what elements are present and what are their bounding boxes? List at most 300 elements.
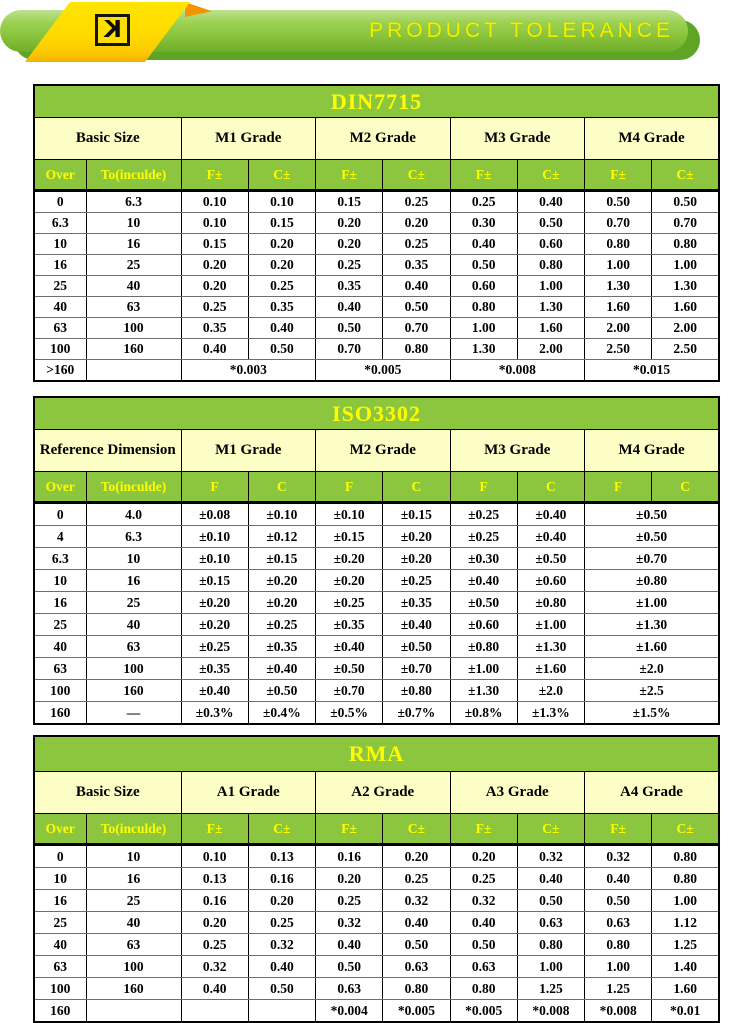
- table-cell: 25: [34, 276, 86, 297]
- table-cell: 0.63: [517, 912, 584, 934]
- table-cell: 40: [86, 912, 181, 934]
- size-header: Basic Size: [34, 118, 181, 160]
- table-cell: 10: [86, 213, 181, 234]
- col-header: F±: [450, 814, 517, 845]
- table-cell: 0.50: [517, 213, 584, 234]
- table-row: [34, 956, 719, 978]
- table-cell: ±0.35: [181, 658, 248, 680]
- table-cell: ±0.15: [248, 548, 315, 570]
- table-cell: *0.008: [585, 1000, 652, 1023]
- table-cell: 0.25: [248, 276, 315, 297]
- table-cell: *0.005: [383, 1000, 450, 1023]
- table-row: [34, 636, 719, 658]
- table-cell: ±0.40: [517, 503, 584, 526]
- header-banner: [0, 0, 750, 64]
- table-cell: *0.004: [316, 1000, 383, 1023]
- table-cell: 0.40: [450, 912, 517, 934]
- table-cell: 160: [34, 1000, 86, 1023]
- table-cell: *0.015: [585, 360, 720, 382]
- logo-box: [95, 14, 130, 46]
- table-cell: 16: [34, 890, 86, 912]
- table-cell: 2.50: [652, 339, 719, 360]
- grade-header: M2 Grade: [316, 118, 451, 160]
- table-cell: 0.16: [248, 868, 315, 890]
- col-header: C±: [652, 160, 719, 191]
- table-cell: 0: [34, 845, 86, 868]
- table-cell: 0.40: [181, 339, 248, 360]
- table-cell: 0.32: [248, 934, 315, 956]
- table-cell: 0.32: [585, 845, 652, 868]
- col-header: C: [248, 472, 315, 503]
- table-row: [34, 890, 719, 912]
- table-row: [34, 503, 719, 526]
- table-cell: 1.00: [517, 276, 584, 297]
- table-cell: 0.25: [181, 297, 248, 318]
- table-cell: ±1.30: [585, 614, 720, 636]
- table-row: [34, 912, 719, 934]
- col-header: F: [316, 472, 383, 503]
- table-cell: 0.80: [450, 978, 517, 1000]
- table-cell: ±0.20: [383, 526, 450, 548]
- table-cell: 0.60: [517, 234, 584, 255]
- table-cell: 0.80: [652, 868, 719, 890]
- table-cell: 0.25: [316, 890, 383, 912]
- table-cell: *0.005: [316, 360, 451, 382]
- col-header: C±: [248, 814, 315, 845]
- table-cell: 1.30: [585, 276, 652, 297]
- table-cell: 40: [86, 276, 181, 297]
- table-cell: ±0.35: [383, 592, 450, 614]
- table-cell: 4: [34, 526, 86, 548]
- table-title: DIN7715: [34, 85, 719, 118]
- table-cell: 0.50: [316, 956, 383, 978]
- table-cell: ±2.0: [585, 658, 720, 680]
- table-cell: ±0.40: [383, 614, 450, 636]
- table-cell: ±0.25: [383, 570, 450, 592]
- table-cell: 0.10: [181, 845, 248, 868]
- table-row: [34, 339, 719, 360]
- table-cell: 0.20: [248, 890, 315, 912]
- din7715-table: [33, 84, 720, 382]
- table-cell: ±0.25: [248, 614, 315, 636]
- table-cell: ±0.25: [316, 592, 383, 614]
- table-cell: 0.40: [383, 912, 450, 934]
- table-cell: ±0.40: [181, 680, 248, 702]
- table-cell: 1.40: [652, 956, 719, 978]
- table-row: [34, 255, 719, 276]
- table-cell: ±1.00: [585, 592, 720, 614]
- table-row: [34, 658, 719, 680]
- table-cell: 0.25: [450, 191, 517, 213]
- table-cell: 0.63: [316, 978, 383, 1000]
- col-header: F±: [181, 814, 248, 845]
- table-cell: 0.40: [585, 868, 652, 890]
- table-title: RMA: [34, 736, 719, 772]
- table-cell: 100: [86, 956, 181, 978]
- table-body: [34, 191, 719, 382]
- grade-header-row: [34, 118, 719, 160]
- table-cell: 0.63: [450, 956, 517, 978]
- table-cell: 1.00: [585, 956, 652, 978]
- table-cell: 16: [86, 868, 181, 890]
- table-cell: ±0.80: [585, 570, 720, 592]
- column-header-row: [34, 472, 719, 503]
- table-cell: 1.30: [652, 276, 719, 297]
- table-cell: ±0.15: [383, 503, 450, 526]
- col-header: F±: [316, 160, 383, 191]
- col-header: F: [585, 472, 652, 503]
- table-cell: ±0.20: [181, 592, 248, 614]
- tolerance-tables: [0, 64, 750, 1023]
- table-row: [34, 592, 719, 614]
- table-cell: 6.3: [34, 213, 86, 234]
- table-cell: 0.25: [248, 912, 315, 934]
- grade-header: M4 Grade: [585, 118, 720, 160]
- col-header: C±: [383, 814, 450, 845]
- col-header: C: [517, 472, 584, 503]
- table-cell: 2.00: [585, 318, 652, 339]
- table-cell: 0.70: [585, 213, 652, 234]
- table-cell: 0.80: [652, 234, 719, 255]
- table-cell: ±0.10: [248, 503, 315, 526]
- table-cell: 0.40: [383, 276, 450, 297]
- table-cell: 0.40: [517, 191, 584, 213]
- table-cell: 0.70: [316, 339, 383, 360]
- col-header: Over: [34, 160, 86, 191]
- table-cell: 63: [34, 956, 86, 978]
- table-cell: 0.70: [383, 318, 450, 339]
- table-cell: 100: [34, 978, 86, 1000]
- table-cell: 0.50: [383, 297, 450, 318]
- table-cell: 1.30: [450, 339, 517, 360]
- grade-header: M2 Grade: [316, 430, 451, 472]
- table-row: [34, 213, 719, 234]
- grade-header: A4 Grade: [585, 772, 720, 814]
- table-cell: 40: [34, 934, 86, 956]
- size-header: Reference Dimension: [34, 430, 181, 472]
- table-cell: 0.63: [383, 956, 450, 978]
- table-row: [34, 297, 719, 318]
- table-cell: 0.20: [248, 255, 315, 276]
- table-cell: 0.20: [383, 845, 450, 868]
- table-body: [34, 503, 719, 725]
- table-cell: 6.3: [86, 526, 181, 548]
- table-cell: ±0.20: [383, 548, 450, 570]
- size-header: Basic Size: [34, 772, 181, 814]
- table-cell: 16: [86, 234, 181, 255]
- table-cell: ±0.10: [181, 548, 248, 570]
- table-cell: 10: [34, 570, 86, 592]
- col-header: C±: [383, 160, 450, 191]
- table-row: [34, 234, 719, 255]
- table-cell: ±0.60: [517, 570, 584, 592]
- table-cell: *0.003: [181, 360, 316, 382]
- table-cell: 0.80: [517, 934, 584, 956]
- table-cell: 0.80: [585, 234, 652, 255]
- table-cell: 0.20: [181, 255, 248, 276]
- table-cell: 0.15: [316, 191, 383, 213]
- col-header: C: [383, 472, 450, 503]
- col-header: C±: [517, 814, 584, 845]
- table-row: [34, 845, 719, 868]
- table-cell: 0.40: [517, 868, 584, 890]
- table-row: [34, 318, 719, 339]
- logo-letter: K: [103, 16, 122, 43]
- table-cell: 1.00: [517, 956, 584, 978]
- table-cell: ±0.15: [181, 570, 248, 592]
- table-cell: 0.50: [585, 191, 652, 213]
- table-cell: 0.20: [181, 912, 248, 934]
- table-cell: ±0.70: [383, 658, 450, 680]
- table-cell: ±1.5%: [585, 702, 720, 725]
- rma-table: [33, 735, 720, 1023]
- table-cell: 0.50: [450, 255, 517, 276]
- table-cell: ±0.25: [181, 636, 248, 658]
- table-cell: 0.25: [383, 191, 450, 213]
- table-body: [34, 845, 719, 1023]
- table-title: ISO3302: [34, 397, 719, 430]
- table-cell: ±0.35: [248, 636, 315, 658]
- table-cell: 10: [86, 845, 181, 868]
- table-cell: ±1.00: [450, 658, 517, 680]
- table-cell: ±1.60: [585, 636, 720, 658]
- table-cell: 160: [86, 339, 181, 360]
- table-cell: ±0.15: [316, 526, 383, 548]
- table-cell: 0.20: [383, 213, 450, 234]
- table-cell: 6.3: [86, 191, 181, 213]
- table-cell: 1.00: [652, 255, 719, 276]
- table-title-row: [34, 736, 719, 772]
- table-cell: ±0.60: [450, 614, 517, 636]
- table-cell: 0.32: [181, 956, 248, 978]
- table-row: [34, 934, 719, 956]
- col-header: C±: [248, 160, 315, 191]
- col-header: Over: [34, 814, 86, 845]
- table-cell: 6.3: [34, 548, 86, 570]
- table-row: [34, 276, 719, 297]
- table-cell: 0.20: [248, 234, 315, 255]
- column-header-row: [34, 160, 719, 191]
- banner-title: PRODUCT TOLERANCE: [369, 19, 674, 42]
- table-cell: ±0.50: [248, 680, 315, 702]
- col-header: F±: [585, 814, 652, 845]
- table-cell: ±0.70: [585, 548, 720, 570]
- table-cell: 0.40: [248, 956, 315, 978]
- table-cell: 0.10: [248, 191, 315, 213]
- table-cell: 0.35: [383, 255, 450, 276]
- table-cell: ±2.5: [585, 680, 720, 702]
- table-cell: 1.25: [585, 978, 652, 1000]
- table-row: [34, 680, 719, 702]
- table-cell: 0.16: [181, 890, 248, 912]
- table-cell: 1.30: [517, 297, 584, 318]
- table-cell: 0.25: [450, 868, 517, 890]
- table-cell: [86, 360, 181, 382]
- column-header-row: [34, 814, 719, 845]
- table-cell: ±0.5%: [316, 702, 383, 725]
- table-row: [34, 614, 719, 636]
- table-cell: 0.32: [517, 845, 584, 868]
- table-cell: 0.13: [248, 845, 315, 868]
- table-cell: *0.008: [517, 1000, 584, 1023]
- table-cell: ±0.25: [450, 526, 517, 548]
- table-row: [34, 702, 719, 725]
- table-cell: ±0.20: [248, 592, 315, 614]
- table-cell: 0.40: [316, 297, 383, 318]
- table-cell: 0.10: [181, 191, 248, 213]
- table-cell: 0.40: [181, 978, 248, 1000]
- table-cell: 25: [86, 592, 181, 614]
- table-cell: ±0.50: [316, 658, 383, 680]
- table-row: [34, 1000, 719, 1023]
- table-cell: 160: [86, 978, 181, 1000]
- col-header: Over: [34, 472, 86, 503]
- table-cell: ±0.50: [585, 526, 720, 548]
- table-cell: 25: [34, 614, 86, 636]
- grade-header: A1 Grade: [181, 772, 316, 814]
- table-row: [34, 548, 719, 570]
- table-cell: 0.32: [383, 890, 450, 912]
- grade-header: M3 Grade: [450, 118, 585, 160]
- table-cell: ±1.30: [517, 636, 584, 658]
- table-cell: ±0.08: [181, 503, 248, 526]
- table-cell: 0: [34, 503, 86, 526]
- table-cell: 0.40: [248, 318, 315, 339]
- table-cell: 0.50: [585, 890, 652, 912]
- table-cell: 0.80: [585, 934, 652, 956]
- table-cell: 100: [86, 658, 181, 680]
- table-cell: ±0.30: [450, 548, 517, 570]
- table-cell: [248, 1000, 315, 1023]
- table-cell: 100: [34, 339, 86, 360]
- table-cell: ±0.40: [248, 658, 315, 680]
- table-cell: ±0.70: [316, 680, 383, 702]
- table-cell: [181, 1000, 248, 1023]
- table-cell: 0.80: [652, 845, 719, 868]
- table-cell: —: [86, 702, 181, 725]
- table-cell: 1.00: [585, 255, 652, 276]
- table-cell: 63: [34, 318, 86, 339]
- table-cell: *0.005: [450, 1000, 517, 1023]
- table-cell: 0.70: [652, 213, 719, 234]
- table-row: [34, 570, 719, 592]
- col-header: To(inculde): [86, 814, 181, 845]
- col-header: To(inculde): [86, 160, 181, 191]
- table-cell: 63: [86, 934, 181, 956]
- table-cell: 0.80: [383, 978, 450, 1000]
- grade-header: M1 Grade: [181, 118, 316, 160]
- table-cell: ±0.20: [181, 614, 248, 636]
- table-cell: 160: [34, 702, 86, 725]
- table-cell: 2.00: [652, 318, 719, 339]
- col-header: C: [652, 472, 719, 503]
- table-cell: 0.50: [450, 934, 517, 956]
- table-cell: *0.01: [652, 1000, 719, 1023]
- table-cell: ±0.10: [316, 503, 383, 526]
- table-cell: ±0.20: [316, 548, 383, 570]
- table-row: [34, 191, 719, 213]
- table-cell: 0.50: [316, 318, 383, 339]
- table-cell: 0.15: [181, 234, 248, 255]
- table-row: [34, 978, 719, 1000]
- table-cell: ±0.35: [316, 614, 383, 636]
- table-cell: *0.008: [450, 360, 585, 382]
- table-cell: 25: [86, 890, 181, 912]
- table-cell: ±1.3%: [517, 702, 584, 725]
- table-cell: ±0.80: [517, 592, 584, 614]
- table-cell: 1.60: [652, 978, 719, 1000]
- col-header: F±: [316, 814, 383, 845]
- table-cell: 0.50: [383, 934, 450, 956]
- grade-header-row: [34, 772, 719, 814]
- table-cell: 0.25: [181, 934, 248, 956]
- table-cell: 0.32: [450, 890, 517, 912]
- table-cell: 1.25: [652, 934, 719, 956]
- table-cell: 0.20: [450, 845, 517, 868]
- table-cell: >160: [34, 360, 86, 382]
- table-cell: 0.50: [248, 978, 315, 1000]
- col-header: F±: [585, 160, 652, 191]
- table-cell: ±0.20: [316, 570, 383, 592]
- col-header: To(inculde): [86, 472, 181, 503]
- table-cell: 16: [34, 255, 86, 276]
- table-cell: ±0.40: [450, 570, 517, 592]
- table-cell: ±0.80: [450, 636, 517, 658]
- table-cell: 25: [86, 255, 181, 276]
- table-cell: 2.50: [585, 339, 652, 360]
- table-cell: 1.12: [652, 912, 719, 934]
- table-title-row: [34, 397, 719, 430]
- table-cell: 25: [34, 912, 86, 934]
- table-cell: 0.35: [316, 276, 383, 297]
- table-title-row: [34, 85, 719, 118]
- table-cell: 0.80: [450, 297, 517, 318]
- table-cell: ±0.80: [383, 680, 450, 702]
- grade-header: M1 Grade: [181, 430, 316, 472]
- table-cell: 63: [34, 658, 86, 680]
- table-cell: 0.32: [316, 912, 383, 934]
- table-cell: ±0.3%: [181, 702, 248, 725]
- col-header: F±: [450, 160, 517, 191]
- table-cell: 40: [34, 297, 86, 318]
- table-cell: 0.35: [181, 318, 248, 339]
- table-cell: 4.0: [86, 503, 181, 526]
- table-cell: ±0.50: [585, 503, 720, 526]
- table-cell: ±2.0: [517, 680, 584, 702]
- table-cell: 0.20: [316, 868, 383, 890]
- table-cell: ±0.8%: [450, 702, 517, 725]
- table-cell: 16: [34, 592, 86, 614]
- table-cell: ±0.25: [450, 503, 517, 526]
- table-cell: 0.20: [316, 213, 383, 234]
- table-cell: ±1.60: [517, 658, 584, 680]
- table-cell: 160: [86, 680, 181, 702]
- table-cell: 0.60: [450, 276, 517, 297]
- table-cell: 0.50: [652, 191, 719, 213]
- table-cell: 0.15: [248, 213, 315, 234]
- iso3302-table: [33, 396, 720, 725]
- table-cell: 0.40: [316, 934, 383, 956]
- col-header: C±: [517, 160, 584, 191]
- grade-header-row: [34, 430, 719, 472]
- table-cell: 0.40: [450, 234, 517, 255]
- table-cell: ±0.10: [181, 526, 248, 548]
- table-cell: 40: [86, 614, 181, 636]
- grade-header: A2 Grade: [316, 772, 451, 814]
- table-cell: 1.25: [517, 978, 584, 1000]
- table-cell: 0.35: [248, 297, 315, 318]
- table-cell: ±1.00: [517, 614, 584, 636]
